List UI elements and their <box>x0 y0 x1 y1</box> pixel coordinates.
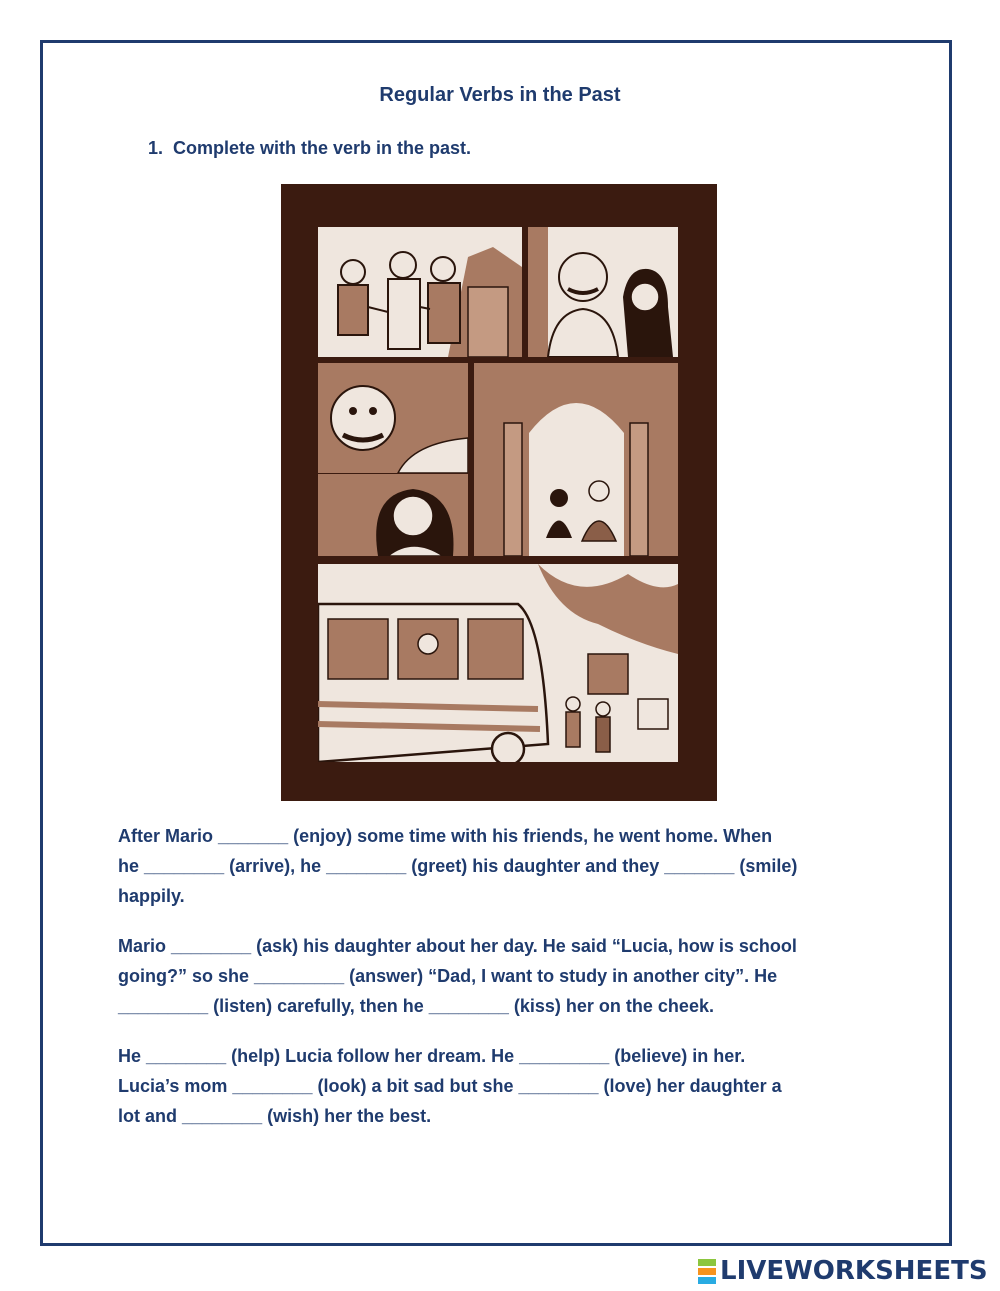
comic-panel-bus <box>318 564 678 762</box>
comic-panel-daughter-closeup <box>318 474 468 556</box>
logo-mark-icon <box>698 1258 716 1285</box>
comic-panel-father-closeup <box>318 363 468 473</box>
paragraph-line: going?” so she _________ (answer) “Dad, I want to study in another city”. He <box>118 966 778 986</box>
comic-panel-friends <box>318 227 522 357</box>
logo-text: LIVEWORKSHEETS <box>720 1256 988 1286</box>
paragraph-line: _________ (listen) carefully, then he ________ (kiss) her on the cheek. <box>118 996 714 1016</box>
liveworksheets-logo <box>698 1256 988 1286</box>
paragraph-line: he ________ (arrive), he ________ (greet) his daughter and they _______ (smile) <box>118 856 798 876</box>
comic-panel-father-daughter <box>528 227 678 357</box>
paragraph-line: lot and ________ (wish) her the best. <box>118 1106 432 1126</box>
paragraph-line: happily. <box>118 886 185 906</box>
paragraph-2 <box>118 931 908 1021</box>
paragraph-line: Mario ________ (ask) his daughter about her day. He said “Lucia, how is school <box>118 936 797 956</box>
instruction-text: Complete with the verb in the past. <box>173 138 472 158</box>
paragraph-line: Lucia’s mom ________ (look) a bit sad but she ________ (love) her daughter a <box>118 1076 782 1096</box>
paragraph-line: He ________ (help) Lucia follow her dream. He _________ (believe) in her. <box>118 1046 746 1066</box>
paragraph-1 <box>118 821 908 911</box>
instruction <box>148 138 471 159</box>
paragraph-3 <box>118 1041 908 1131</box>
paragraph-line: After Mario _______ (enjoy) some time with his friends, he went home. When <box>118 826 773 846</box>
comic-panel-church <box>474 363 678 556</box>
comic-strip-image <box>281 184 717 801</box>
page-title: Regular Verbs in the Past <box>379 84 621 106</box>
instruction-number: 1. <box>148 138 164 158</box>
